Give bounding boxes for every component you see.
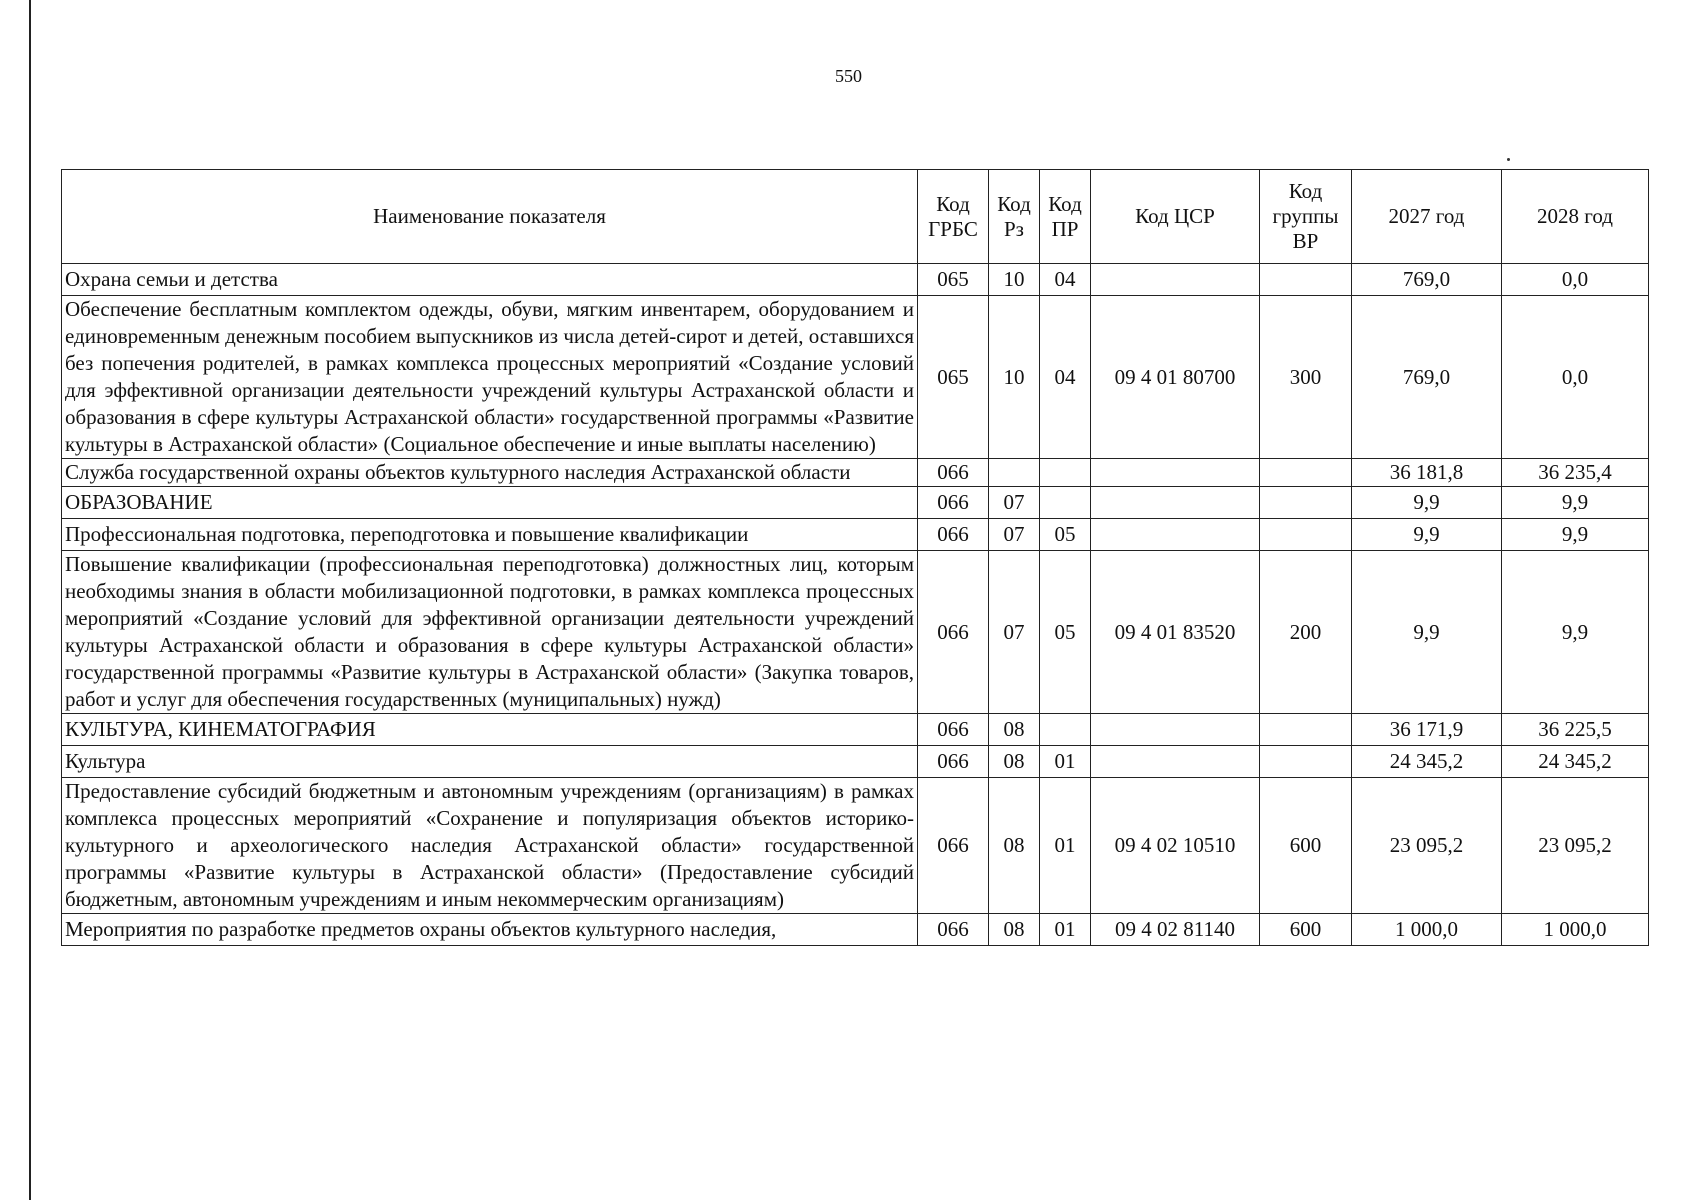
row-rz: 08: [989, 746, 1040, 778]
row-2028: 9,9: [1502, 487, 1649, 519]
row-2027: 9,9: [1352, 519, 1502, 551]
table-row: [62, 487, 1649, 519]
table-header-row: [62, 170, 1649, 264]
row-vr: [1260, 746, 1352, 778]
row-2028: 9,9: [1502, 551, 1649, 714]
row-vr: [1260, 487, 1352, 519]
row-2027: 1 000,0: [1352, 914, 1502, 946]
row-2027: 24 345,2: [1352, 746, 1502, 778]
row-vr: [1260, 714, 1352, 746]
row-rz: 07: [989, 551, 1040, 714]
header-pr: Код ПР: [1040, 170, 1091, 264]
row-pr: 01: [1040, 746, 1091, 778]
row-name: Профессиональная подготовка, переподготовка и повышение квалификации: [62, 519, 918, 551]
row-pr: 04: [1040, 296, 1091, 459]
row-name: Повышение квалификации (профессиональная переподготовка) должностных лиц, которым необходимы знания в области мобилизационной подготовки, в рамках комплекса процессных мероприятий «Создание условий для эффективной организации деятельности учреждений культуры Астраханской области и образования в сфере культуры Астраханской области» государственной программы «Развитие культуры в Астраханской области» (Закупка товаров, работ и услуг для обеспечения государственных (муниципальных) нужд): [62, 551, 918, 714]
row-pr: [1040, 714, 1091, 746]
row-2027: 36 171,9: [1352, 714, 1502, 746]
budget-table: [61, 169, 1649, 946]
row-csr: 09 4 02 81140: [1091, 914, 1260, 946]
row-rz: [989, 459, 1040, 487]
page-number: 550: [835, 66, 862, 86]
row-grbs: 066: [918, 551, 989, 714]
row-name: Культура: [62, 746, 918, 778]
header-2027: 2027 год: [1352, 170, 1502, 264]
row-2028: 1 000,0: [1502, 914, 1649, 946]
row-name: ОБРАЗОВАНИЕ: [62, 487, 918, 519]
row-grbs: 066: [918, 519, 989, 551]
row-rz: 07: [989, 519, 1040, 551]
row-vr: [1260, 459, 1352, 487]
page-edge-line: [29, 0, 31, 1200]
row-pr: [1040, 487, 1091, 519]
row-rz: 07: [989, 487, 1040, 519]
header-vr: Код группы ВР: [1260, 170, 1352, 264]
row-csr: [1091, 519, 1260, 551]
row-csr: [1091, 264, 1260, 296]
row-2028: 9,9: [1502, 519, 1649, 551]
row-grbs: 065: [918, 264, 989, 296]
header-csr: Код ЦСР: [1091, 170, 1260, 264]
row-rz: 08: [989, 714, 1040, 746]
row-2028: 36 235,4: [1502, 459, 1649, 487]
table-row: [62, 519, 1649, 551]
table-row: [62, 746, 1649, 778]
row-2027: 9,9: [1352, 551, 1502, 714]
row-name: Охрана семьи и детства: [62, 264, 918, 296]
row-pr: 01: [1040, 778, 1091, 914]
row-grbs: 066: [918, 487, 989, 519]
row-vr: [1260, 519, 1352, 551]
row-2027: 36 181,8: [1352, 459, 1502, 487]
row-grbs: 066: [918, 746, 989, 778]
table-row: [62, 551, 1649, 714]
row-rz: 08: [989, 914, 1040, 946]
row-grbs: 065: [918, 296, 989, 459]
row-pr: [1040, 459, 1091, 487]
header-grbs: Код ГРБС: [918, 170, 989, 264]
row-grbs: 066: [918, 714, 989, 746]
row-name: Обеспечение бесплатным комплектом одежды, обуви, мягким инвентарем, оборудованием и единовременным денежным пособием выпускников из числа детей-сирот и детей, оставшихся без попечения родителей, в рамках комплекса процессных мероприятий «Создание условий для эффективной организации деятельности учреждений культуры Астраханской области и образования в сфере культуры Астраханской области» государственной программы «Развитие культуры в Астраханской области» (Социальное обеспечение и иные выплаты населению): [62, 296, 918, 459]
table-row: [62, 296, 1649, 459]
row-grbs: 066: [918, 459, 989, 487]
row-2027: 769,0: [1352, 264, 1502, 296]
table-row: [62, 914, 1649, 946]
row-csr: [1091, 714, 1260, 746]
row-2028: 36 225,5: [1502, 714, 1649, 746]
row-vr: [1260, 264, 1352, 296]
row-2028: 0,0: [1502, 296, 1649, 459]
row-name: Служба государственной охраны объектов культурного наследия Астраханской области: [62, 459, 918, 487]
row-csr: 09 4 01 83520: [1091, 551, 1260, 714]
table-row: [62, 778, 1649, 914]
row-2028: 24 345,2: [1502, 746, 1649, 778]
row-name: Предоставление субсидий бюджетным и автономным учреждениям (организациям) в рамках комплекса процессных мероприятий «Сохранение и популяризация объектов историко-культурного и археологического наследия Астраханской области» государственной программы «Развитие культуры в Астраханской области» (Предоставление субсидий бюджетным, автономным учреждениям и иным некоммерческим организациям): [62, 778, 918, 914]
row-csr: 09 4 02 10510: [1091, 778, 1260, 914]
row-vr: 600: [1260, 914, 1352, 946]
row-csr: [1091, 487, 1260, 519]
row-pr: 01: [1040, 914, 1091, 946]
header-2028: 2028 год: [1502, 170, 1649, 264]
header-rz: Код Рз: [989, 170, 1040, 264]
row-csr: 09 4 01 80700: [1091, 296, 1260, 459]
row-name: КУЛЬТУРА, КИНЕМАТОГРАФИЯ: [62, 714, 918, 746]
table-row: [62, 264, 1649, 296]
table-row: [62, 459, 1649, 487]
row-pr: 05: [1040, 519, 1091, 551]
header-name: Наименование показателя: [62, 170, 918, 264]
scan-speck: [1507, 158, 1510, 161]
row-csr: [1091, 746, 1260, 778]
row-rz: 10: [989, 264, 1040, 296]
row-rz: 08: [989, 778, 1040, 914]
table-row: [62, 714, 1649, 746]
row-2028: 23 095,2: [1502, 778, 1649, 914]
row-rz: 10: [989, 296, 1040, 459]
row-pr: 04: [1040, 264, 1091, 296]
row-vr: 300: [1260, 296, 1352, 459]
row-csr: [1091, 459, 1260, 487]
row-2028: 0,0: [1502, 264, 1649, 296]
row-vr: 200: [1260, 551, 1352, 714]
row-name: Мероприятия по разработке предметов охраны объектов культурного наследия,: [62, 914, 918, 946]
row-grbs: 066: [918, 914, 989, 946]
row-2027: 23 095,2: [1352, 778, 1502, 914]
row-pr: 05: [1040, 551, 1091, 714]
row-2027: 769,0: [1352, 296, 1502, 459]
row-2027: 9,9: [1352, 487, 1502, 519]
row-grbs: 066: [918, 778, 989, 914]
row-vr: 600: [1260, 778, 1352, 914]
